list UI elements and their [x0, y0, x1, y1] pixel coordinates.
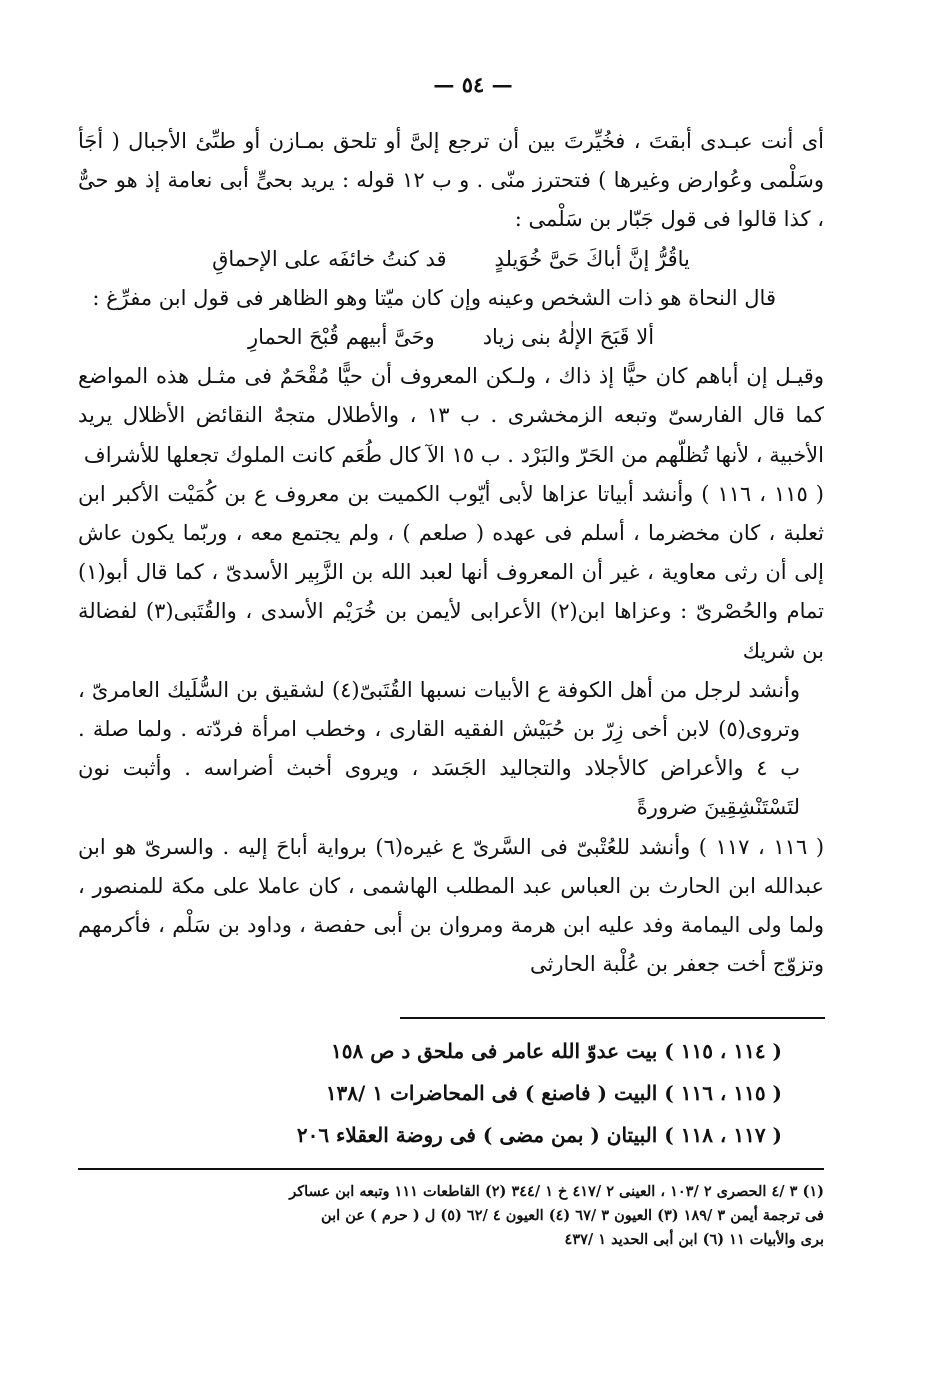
- footnotes: [78, 1180, 824, 1252]
- reference-line: ( ١١٥ ، ١١٦ ) البيت ( فاصنع ) فى المحاضرات ١ /١٣٨: [325, 1081, 782, 1105]
- paragraph: قال النحاة هو ذات الشخص وعينه وإن كان ميّتا وهو الظاهر فى قول ابن مفرِّغ :: [92, 285, 776, 310]
- verse-line: [78, 318, 824, 357]
- paragraph: أى أنت عبـدى أبقتَ ، فخُيِّرتَ بين أن ترجع إلىَّ أو تلحق بمـازن أو طىِّئ الأجبال ( أجَأ وسَلْمى وعُوارض وغيرها ) فتحترز منّى . و ب ١٢ قوله : يريد بحىٍّ أبى نعامة إذ هو حىٌّ ، كذا قالوا فى قول جَبّار بن سَلْمى :: [78, 129, 824, 232]
- references-divider: [400, 1017, 825, 1019]
- verse-hemistich-right: ألا قَبَحَ الإلٰهُ بنى زياد: [482, 325, 655, 350]
- main-text: [78, 122, 824, 984]
- reference-line: ( ١١٧ ، ١١٨ ) البيتان ( بمن مضى ) فى روضة العقلاء ٢٠٦: [296, 1123, 782, 1147]
- verse-line: [78, 240, 824, 279]
- verse-hemistich-right: ياقُرُّ إنَّ أباكَ حَىَّ خُوَيلدٍ: [494, 246, 690, 271]
- cross-references: [296, 1030, 782, 1156]
- footnotes-divider: [78, 1168, 824, 1170]
- footnote-line: برى والأبيات ١١ (٦) ابن أبى الحديد ١ /٤٣٧: [564, 1231, 824, 1248]
- reference-line: ( ١١٤ ، ١١٥ ) بيت عدوّ الله عامر فى ملحق د ص ١٥٨: [331, 1039, 782, 1063]
- verse-hemistich-left: قد كنتُ خائفَه على الإحماقِ: [212, 246, 447, 271]
- footnote-line: (١) ٣ /٤ الحصرى ٢ /١٠٣ ، العينى ٢ /٤١٧ خ ١ /٣٤٤ (٢) القاطعات ١١١ وتبعه ابن عساكر: [289, 1183, 824, 1200]
- paragraph: وقيـل إن أباهم كان حيًّا إذ ذاك ، ولـكن المعروف أن حيًّا مُقْحَمٌ فى مثـل هذه المواضع كما قال الفارسىّ وتبعه الزمخشرى . ب ١٣ ، والأطلال متجهٌ النقائض الأظلال يريد الأخبية ، لأنها تُظلّهم من الحَرّ والبَرْد . ب ١٥ الآ كال طُعَم كانت الملوك تجعلها للأشراف: [78, 364, 824, 467]
- page-number: — ٥٤ —: [433, 72, 513, 97]
- paragraph: ( ١١٥ ، ١١٦ ) وأنشد أبياتا عزاها لأبى أيّوب الكميت بن معروف ع بن كُمَيْت الأكبر ابن ثعلبة ، كان مخضرما ، أسلم فى عهده ( صلعم ) ، ولم يجتمع معه ، وربّما يكون عاش إلى أن رثى معاوية ، غير أن المعروف أنها لعبد الله بن الزَّبِير الأسدىّ ، كما قال أبو(١) تمام والحُصْرىّ : وعزاها ابن(٢) الأعرابى لأيمن بن خُرَيْم الأسدى ، والقُتَبى(٣) لفضالة بن شريك: [78, 481, 825, 663]
- paragraph: ( ١١٦ ، ١١٧ ) وأنشد للعُتْبىّ فى السَّرىّ ع غيره(٦) برواية أباحَ إليه . والسرىّ هو ابن عبدالله ابن الحارث بن العباس عبد المطلب الهاشمى ، كان عاملا على مكة للمنصور ، ولما ولى اليمامة وفد عليه ابن هرمة ومروان بن أبى حفصة ، وداود بن سَلْم ، فأكرمهم وتزوّج أخت جعفر بن عُلْبة الحارثى: [78, 834, 825, 977]
- footnote-line: فى ترجمة أيمن ٣ /١٨٩ (٣) العيون ٣ /٦٧ (٤) العيون ٤ /٦٢ (٥) ل ( حرم ) عن ابن: [321, 1207, 824, 1224]
- paragraph: وأنشد لرجل من أهل الكوفة ع الأبيات نسبها القُتَبىّ(٤) لشقيق بن السُّلَيك العامرىّ ، وتروى(٥) لابن أخى زِرّ بن حُبَيْش الفقيه القارى ، وخطب امرأة فردّته . ولما صلة . ب ٤ والأعراض كالأجلاد والتجاليد الجَسَد ، ويروى أخبث أضراسه . وأثبت نون لتَسْتَنْشِقِينَ ضرورةً: [78, 677, 801, 820]
- verse-hemistich-left: وحَىَّ أبيهم قُبْحَ الحمارِ: [247, 325, 435, 350]
